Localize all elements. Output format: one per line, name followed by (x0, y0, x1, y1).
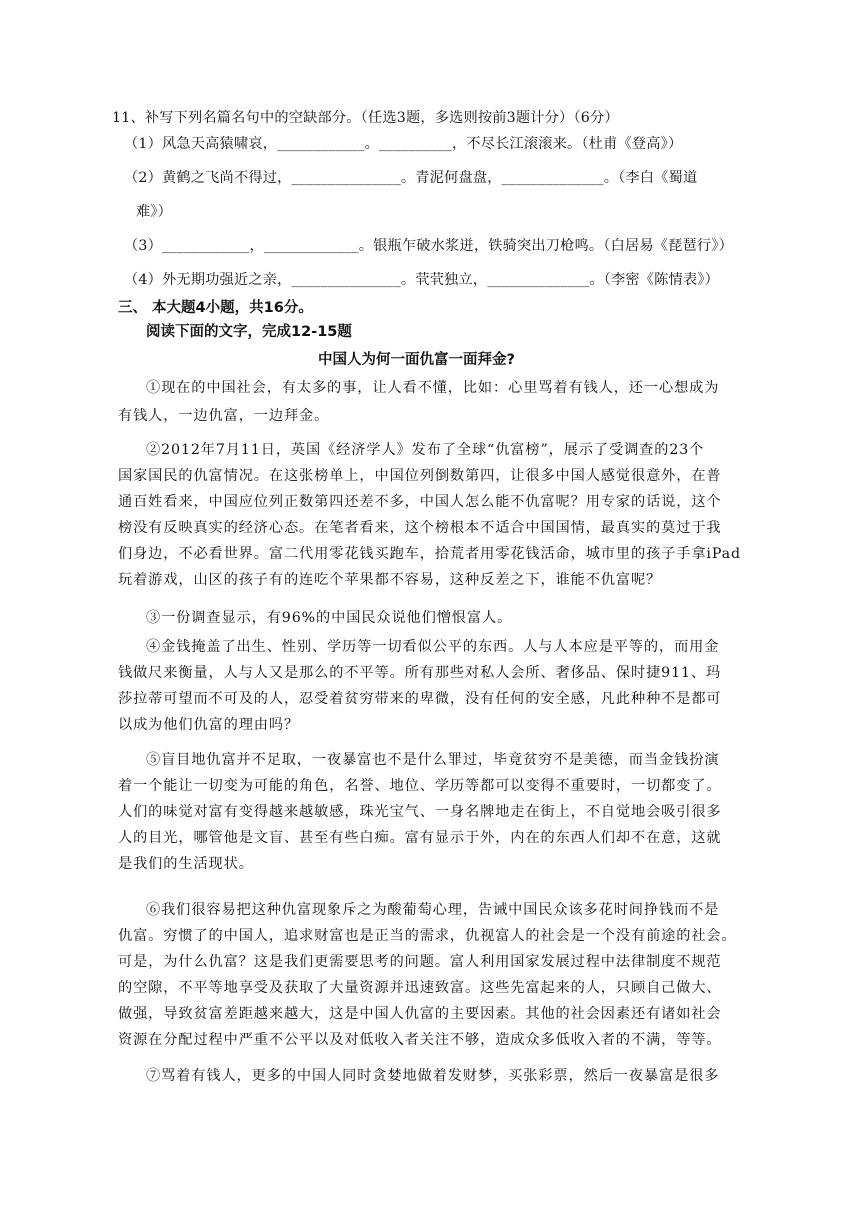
question-11-stem: 11、补写下列名篇名句中的空缺部分。（任选3题，多选则按前3题计分）（6分） (112, 110, 619, 126)
question-11-item-3: （3）____________，_____________。银瓶乍破水浆迸，铁骑突出刀枪鸣。（白居易《琵琶行》） (124, 238, 733, 254)
article-line: 有钱人，一边仇富，一边拜金。 (118, 408, 330, 424)
article-line: 资源在分配过程中严重不公平以及对低收入者关注不够，造成众多低收入者的不满，等等。 (118, 1032, 722, 1048)
article-line: 是我们的生活现状。 (118, 856, 254, 872)
article-line: 们身边，不必看世界。富二代用零花钱买跑车，拾荒者用零花钱活命，城市里的孩子手拿iPad (118, 546, 742, 562)
article-line: ④金钱掩盖了出生、性别、学历等一切看似公平的东西。人与人本应是平等的，而用金 (146, 639, 720, 655)
article-line: ②2012年7月11日，英国《经济学人》发布了全球“仇富榜”，展示了受调查的23个 (146, 442, 705, 458)
article-line: 以成为他们仇富的理由吗？ (118, 717, 300, 733)
article-title: 中国人为何一面仇富一面拜金? (318, 352, 515, 368)
article-line: 人们的味觉对富有变得越来越敏感，珠光宝气、一身名牌地走在街上，不自觉地会吸引很多 (118, 804, 722, 820)
section-3-heading: 三、 本大题4小题，共16分。 (118, 300, 313, 316)
article-line: 仇富。穷惯了的中国人，追求财富也是正当的需求，仇视富人的社会是一个没有前途的社会。 (118, 928, 737, 944)
question-11-item-1: （1）风急天高猿啸哀，____________。__________，不尽长江滚滚来。（杜甫《登高》） (124, 136, 683, 152)
article-line: ①现在的中国社会，有太多的事，让人看不懂，比如：心里骂着有钱人，还一心想成为 (146, 380, 720, 396)
article-line: 钱做尺来衡量，人与人又是那么的不平等。所有那些对私人会所、奢侈品、保时捷911、玛 (118, 665, 722, 681)
article-line: 国家国民的仇富情况。在这张榜单上，中国位列倒数第四，让很多中国人感觉很意外，在普 (118, 468, 722, 484)
article-line: 通百姓看来，中国应位列正数第四还差不多，中国人怎么能不仇富呢？用专家的话说，这个 (118, 494, 722, 510)
article-line: 玩着游戏，山区的孩子有的连吃个苹果都不容易，这种反差之下，谁能不仇富呢？ (118, 572, 662, 588)
article-line: 做强，导致贫富差距越来越大，这是中国人仇富的主要因素。其他的社会因素还有诸如社会 (118, 1006, 722, 1022)
article-line: 莎拉蒂可望而不可及的人，忍受着贫穷带来的卑微，没有任何的安全感，凡此种种不是都可 (118, 691, 722, 707)
question-11-item-4: （4）外无期功强近之亲，_______________。茕茕独立，______________。（李密《陈情表》） (124, 272, 720, 288)
question-11-item-2: （2）黄鹤之飞尚不得过，_______________。青泥何盘盘，______________。（李白《蜀道 (124, 170, 698, 186)
article-line: 的空隙，不平等地享受及获取了大量资源并迅速致富。这些先富起来的人，只顾自己做大、 (118, 980, 722, 996)
article-line: 人的目光，哪管他是文盲、甚至有些白痴。富有显示于外，内在的东西人们却不在意，这就 (118, 830, 722, 846)
article-line: 可是，为什么仇富？这是我们更需要思考的问题。富人利用国家发展过程中法律制度不规范 (118, 954, 722, 970)
article-line: 着一个能让一切变为可能的角色，名誉、地位、学历等都可以变得不重要时，一切都变了。 (118, 778, 722, 794)
article-line: 榜没有反映真实的经济心态。在笔者看来，这个榜根本不适合中国国情，最真实的莫过于我 (118, 520, 722, 536)
article-line: ⑦骂着有钱人，更多的中国人同时贪婪地做着发财梦，买张彩票，然后一夜暴富是很多 (146, 1068, 720, 1084)
question-11-item-2-cont: 难》） (136, 204, 173, 220)
section-3-instruction: 阅读下面的文字，完成12-15题 (146, 324, 352, 340)
article-line: ⑤盲目地仇富并不足取，一夜暴富也不是什么罪过，毕竟贫穷不是美德，而当金钱扮演 (146, 752, 720, 768)
article-line: ③一份调查显示，有96%的中国民众说他们憎恨富人。 (146, 610, 513, 626)
article-line: ⑥我们很容易把这种仇富现象斥之为酸葡萄心理，告诫中国民众该多花时间挣钱而不是 (146, 902, 720, 918)
